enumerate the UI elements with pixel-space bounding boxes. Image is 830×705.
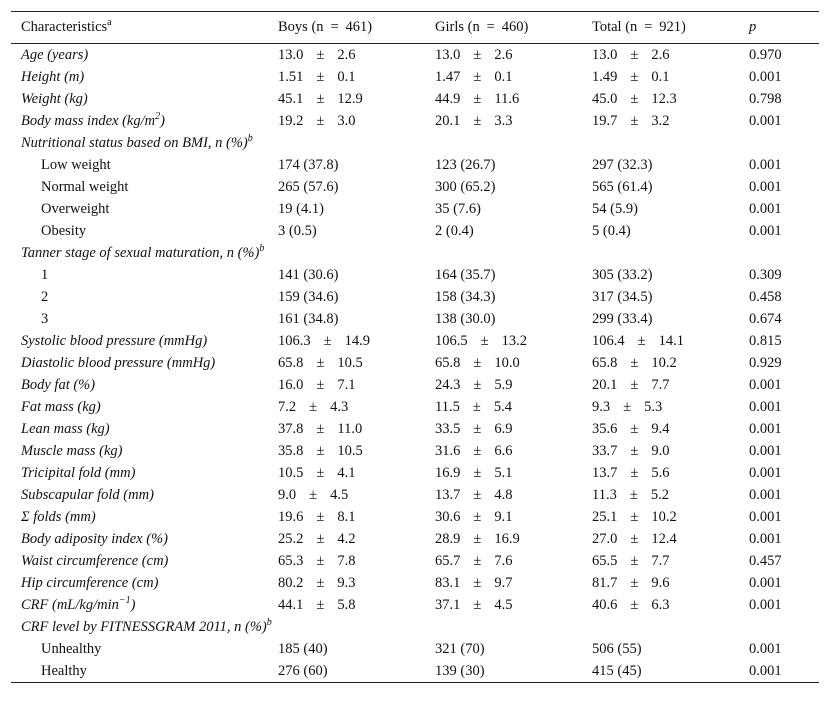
cell-girls: 139 (30) bbox=[435, 663, 485, 679]
cell-girls: 106.5 ± 13.2 bbox=[435, 333, 527, 349]
table-row bbox=[11, 308, 819, 330]
cell-total: 13.0 ± 2.6 bbox=[592, 47, 670, 63]
row-label: Weight (kg) bbox=[21, 91, 88, 107]
characteristics-table bbox=[11, 11, 819, 683]
cell-girls: 2 (0.4) bbox=[435, 223, 474, 239]
table-row bbox=[11, 638, 819, 660]
cell-total: 415 (45) bbox=[592, 663, 642, 679]
row-label: Body fat (%) bbox=[21, 377, 96, 393]
cell-p-value: 0.001 bbox=[749, 113, 782, 129]
cell-p-value: 0.798 bbox=[749, 91, 782, 107]
cell-boys: 185 (40) bbox=[278, 641, 328, 657]
cell-girls: 33.5 ± 6.9 bbox=[435, 421, 513, 437]
cell-total: 506 (55) bbox=[592, 641, 642, 657]
cell-p-value: 0.001 bbox=[749, 377, 782, 393]
table-row bbox=[11, 418, 819, 440]
row-label: Healthy bbox=[41, 663, 87, 679]
row-label: Obesity bbox=[41, 223, 87, 239]
cell-p-value: 0.970 bbox=[749, 47, 782, 63]
cell-p-value: 0.001 bbox=[749, 509, 782, 525]
cell-total: 65.5 ± 7.7 bbox=[592, 553, 670, 569]
table-row bbox=[11, 528, 819, 550]
cell-total: 565 (61.4) bbox=[592, 179, 653, 195]
cell-boys: 19.2 ± 3.0 bbox=[278, 113, 356, 129]
cell-total: 9.3 ± 5.3 bbox=[592, 399, 663, 415]
cell-boys: 65.8 ± 10.5 bbox=[278, 355, 363, 371]
table-row bbox=[11, 616, 819, 638]
row-label: Age (years) bbox=[21, 47, 89, 63]
row-label: Fat mass (kg) bbox=[21, 399, 101, 415]
cell-p-value: 0.001 bbox=[749, 443, 782, 459]
table-row bbox=[11, 484, 819, 506]
header-characteristics: Characteristics$^a$ bbox=[21, 17, 112, 35]
cell-boys: 19 (4.1) bbox=[278, 201, 324, 217]
cell-p-value: 0.674 bbox=[749, 311, 782, 327]
cell-girls: 123 (26.7) bbox=[435, 157, 496, 173]
cell-p-value: 0.001 bbox=[749, 641, 782, 657]
row-label: Overweight bbox=[41, 201, 110, 217]
row-label: 3 bbox=[41, 311, 49, 327]
cell-p-value: 0.457 bbox=[749, 553, 782, 569]
cell-girls: 83.1 ± 9.7 bbox=[435, 575, 513, 591]
row-label: Tricipital fold (mm) bbox=[21, 465, 136, 481]
cell-boys: 65.3 ± 7.8 bbox=[278, 553, 356, 569]
cell-p-value: 0.001 bbox=[749, 575, 782, 591]
cell-girls: 16.9 ± 5.1 bbox=[435, 465, 513, 481]
cell-girls: 65.7 ± 7.6 bbox=[435, 553, 513, 569]
cell-girls: 300 (65.2) bbox=[435, 179, 496, 195]
cell-girls: 44.9 ± 11.6 bbox=[435, 91, 520, 107]
cell-p-value: 0.001 bbox=[749, 531, 782, 547]
cell-total: 25.1 ± 10.2 bbox=[592, 509, 677, 525]
cell-girls: 13.0 ± 2.6 bbox=[435, 47, 513, 63]
cell-total: 35.6 ± 9.4 bbox=[592, 421, 670, 437]
table-row bbox=[11, 264, 819, 286]
table-row bbox=[11, 220, 819, 242]
cell-p-value: 0.001 bbox=[749, 69, 782, 85]
row-label: Subscapular fold (mm) bbox=[21, 487, 154, 503]
table-row bbox=[11, 374, 819, 396]
cell-p-value: 0.001 bbox=[749, 663, 782, 679]
header-girls: Girls (n = 460) bbox=[435, 19, 529, 35]
cell-girls: 164 (35.7) bbox=[435, 267, 496, 283]
row-label: Diastolic blood pressure (mmHg) bbox=[21, 355, 216, 371]
cell-total: 45.0 ± 12.3 bbox=[592, 91, 677, 107]
cell-total: 317 (34.5) bbox=[592, 289, 653, 305]
cell-p-value: 0.929 bbox=[749, 355, 782, 371]
cell-boys: 16.0 ± 7.1 bbox=[278, 377, 356, 393]
cell-girls: 24.3 ± 5.9 bbox=[435, 377, 513, 393]
table-row bbox=[11, 396, 819, 418]
table-row bbox=[11, 242, 819, 264]
cell-boys: 141 (30.6) bbox=[278, 267, 339, 283]
cell-boys: 10.5 ± 4.1 bbox=[278, 465, 356, 481]
row-label: Muscle mass (kg) bbox=[21, 443, 123, 459]
row-label: Systolic blood pressure (mmHg) bbox=[21, 333, 208, 349]
table-row bbox=[11, 660, 819, 682]
row-label: Body mass index $(kg/m^2)$ bbox=[21, 111, 165, 129]
cell-p-value: 0.001 bbox=[749, 223, 782, 239]
table-row bbox=[11, 176, 819, 198]
cell-total: 299 (33.4) bbox=[592, 311, 653, 327]
header-p-value: p bbox=[749, 19, 757, 35]
cell-boys: 13.0 ± 2.6 bbox=[278, 47, 356, 63]
cell-girls: 35 (7.6) bbox=[435, 201, 481, 217]
cell-boys: 1.51 ± 0.1 bbox=[278, 69, 356, 85]
table-row bbox=[11, 440, 819, 462]
cell-boys: 7.2 ± 4.3 bbox=[278, 399, 349, 415]
cell-total: 297 (32.3) bbox=[592, 157, 653, 173]
header-total: Total (n = 921) bbox=[592, 19, 686, 35]
cell-total: 5 (0.4) bbox=[592, 223, 631, 239]
cell-boys: 265 (57.6) bbox=[278, 179, 339, 195]
cell-girls: 13.7 ± 4.8 bbox=[435, 487, 513, 503]
table-row bbox=[11, 110, 819, 132]
table-body bbox=[11, 44, 819, 682]
row-label: Normal weight bbox=[41, 179, 129, 195]
table-row bbox=[11, 132, 819, 154]
cell-boys: 159 (34.6) bbox=[278, 289, 339, 305]
cell-boys: 35.8 ± 10.5 bbox=[278, 443, 363, 459]
cell-boys: 276 (60) bbox=[278, 663, 328, 679]
cell-p-value: 0.001 bbox=[749, 421, 782, 437]
row-label: Lean mass (kg) bbox=[21, 421, 110, 437]
table-row bbox=[11, 44, 819, 66]
table-row bbox=[11, 506, 819, 528]
row-label: Waist circumference (cm) bbox=[21, 553, 169, 569]
cell-boys: 44.1 ± 5.8 bbox=[278, 597, 356, 613]
table-row bbox=[11, 88, 819, 110]
cell-total: 20.1 ± 7.7 bbox=[592, 377, 670, 393]
cell-girls: 11.5 ± 5.4 bbox=[435, 399, 512, 415]
table-row bbox=[11, 154, 819, 176]
cell-p-value: 0.309 bbox=[749, 267, 782, 283]
table-row bbox=[11, 198, 819, 220]
table-row bbox=[11, 352, 819, 374]
row-label: Unhealthy bbox=[41, 641, 102, 657]
table-row bbox=[11, 462, 819, 484]
cell-total: 19.7 ± 3.2 bbox=[592, 113, 670, 129]
row-label: Low weight bbox=[41, 157, 111, 173]
row-label: Tanner stage of sexual maturation, n (%)$^b$ bbox=[21, 243, 265, 261]
cell-total: 40.6 ± 6.3 bbox=[592, 597, 670, 613]
cell-girls: 158 (34.3) bbox=[435, 289, 496, 305]
table-row bbox=[11, 330, 819, 352]
cell-p-value: 0.458 bbox=[749, 289, 782, 305]
cell-girls: 65.8 ± 10.0 bbox=[435, 355, 520, 371]
cell-boys: 106.3 ± 14.9 bbox=[278, 333, 370, 349]
cell-girls: 30.6 ± 9.1 bbox=[435, 509, 513, 525]
row-label: Body adiposity index (%) bbox=[21, 531, 168, 547]
cell-boys: 19.6 ± 8.1 bbox=[278, 509, 356, 525]
cell-boys: 25.2 ± 4.2 bbox=[278, 531, 356, 547]
cell-total: 54 (5.9) bbox=[592, 201, 638, 217]
row-label: CRF $(mL/kg/\min^{-1})$ bbox=[21, 595, 136, 613]
cell-total: 81.7 ± 9.6 bbox=[592, 575, 670, 591]
cell-boys: 174 (37.8) bbox=[278, 157, 339, 173]
row-label: 1 bbox=[41, 267, 49, 283]
cell-girls: 1.47 ± 0.1 bbox=[435, 69, 513, 85]
cell-total: 11.3 ± 5.2 bbox=[592, 487, 669, 503]
table-row bbox=[11, 572, 819, 594]
table-row bbox=[11, 286, 819, 308]
cell-p-value: 0.001 bbox=[749, 465, 782, 481]
row-label: Σ folds (mm) bbox=[21, 509, 96, 525]
cell-p-value: 0.001 bbox=[749, 157, 782, 173]
table-row bbox=[11, 594, 819, 616]
cell-boys: 3 (0.5) bbox=[278, 223, 317, 239]
row-label: Hip circumference (cm) bbox=[21, 575, 159, 591]
header-boys: Boys (n = 461) bbox=[278, 19, 373, 35]
cell-boys: 45.1 ± 12.9 bbox=[278, 91, 363, 107]
row-label: Nutritional status based on BMI, n (%)$^b$ bbox=[21, 133, 253, 151]
cell-total: 65.8 ± 10.2 bbox=[592, 355, 677, 371]
cell-total: 27.0 ± 12.4 bbox=[592, 531, 677, 547]
cell-total: 106.4 ± 14.1 bbox=[592, 333, 684, 349]
cell-girls: 138 (30.0) bbox=[435, 311, 496, 327]
cell-total: 13.7 ± 5.6 bbox=[592, 465, 670, 481]
cell-p-value: 0.001 bbox=[749, 399, 782, 415]
row-label: 2 bbox=[41, 289, 49, 305]
row-label: CRF level by FITNESSGRAM 2011, n (%)$^b$ bbox=[21, 617, 272, 635]
cell-boys: 9.0 ± 4.5 bbox=[278, 487, 349, 503]
cell-girls: 28.9 ± 16.9 bbox=[435, 531, 520, 547]
table-row bbox=[11, 66, 819, 88]
cell-total: 1.49 ± 0.1 bbox=[592, 69, 670, 85]
cell-girls: 321 (70) bbox=[435, 641, 485, 657]
cell-girls: 37.1 ± 4.5 bbox=[435, 597, 513, 613]
cell-p-value: 0.001 bbox=[749, 487, 782, 503]
cell-boys: 161 (34.8) bbox=[278, 311, 339, 327]
cell-p-value: 0.001 bbox=[749, 179, 782, 195]
cell-p-value: 0.001 bbox=[749, 201, 782, 217]
row-label: Height (m) bbox=[21, 69, 85, 85]
cell-total: 305 (33.2) bbox=[592, 267, 653, 283]
cell-boys: 80.2 ± 9.3 bbox=[278, 575, 356, 591]
table-row bbox=[11, 550, 819, 572]
cell-p-value: 0.001 bbox=[749, 597, 782, 613]
cell-girls: 20.1 ± 3.3 bbox=[435, 113, 513, 129]
cell-total: 33.7 ± 9.0 bbox=[592, 443, 670, 459]
cell-girls: 31.6 ± 6.6 bbox=[435, 443, 513, 459]
table-header-row bbox=[11, 12, 819, 44]
cell-p-value: 0.815 bbox=[749, 333, 782, 349]
cell-boys: 37.8 ± 11.0 bbox=[278, 421, 363, 437]
